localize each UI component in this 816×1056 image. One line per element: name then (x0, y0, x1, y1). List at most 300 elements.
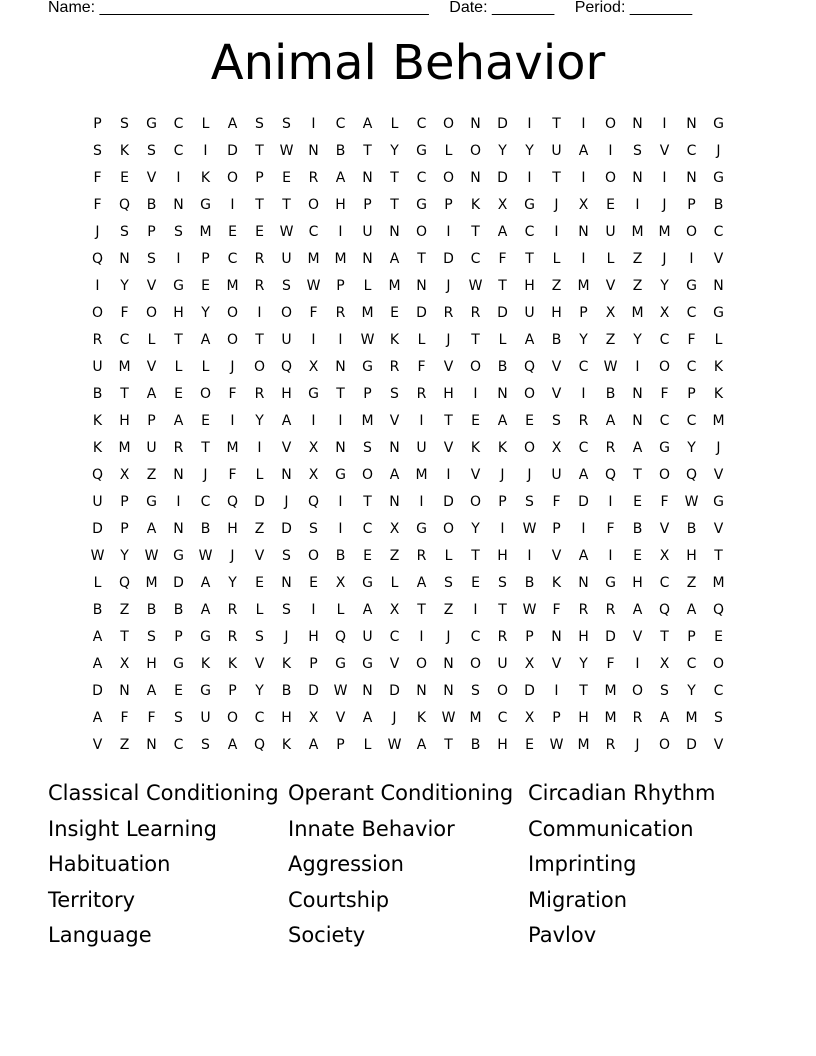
grid-letter: A (416, 575, 427, 591)
grid-letter: C (362, 521, 373, 537)
grid-letter: W (333, 683, 348, 699)
grid-letter: M (658, 224, 671, 240)
grid-letter: B (551, 332, 562, 348)
grid-letter: H (524, 278, 535, 294)
grid-letter: R (254, 278, 265, 294)
grid-letter: I (257, 440, 262, 456)
grid-letter: P (174, 629, 183, 645)
grid-letter: R (389, 359, 400, 375)
grid-letter: A (281, 413, 292, 429)
grid-letter: G (200, 629, 211, 645)
grid-letter: O (658, 737, 671, 753)
grid-letter: X (659, 656, 670, 672)
grid-letter: O (685, 224, 698, 240)
grid-letter: P (579, 305, 588, 321)
grid-letter: N (362, 683, 373, 699)
grid-letter: M (226, 278, 239, 294)
grid-letter: Q (685, 467, 698, 483)
grid-letter: A (92, 629, 103, 645)
grid-letter: W (279, 143, 294, 159)
grid-letter: N (551, 629, 562, 645)
grid-letter: D (443, 494, 454, 510)
grid-letter: S (390, 386, 399, 402)
grid-letter: E (525, 737, 534, 753)
grid-letter: B (146, 197, 157, 213)
grid-letter: Z (254, 521, 265, 537)
grid-letter: F (552, 494, 561, 510)
grid-letter: S (255, 629, 264, 645)
grid-letter: G (416, 197, 427, 213)
grid-letter: P (552, 710, 561, 726)
grid-letter: K (470, 197, 481, 213)
grid-letter: I (581, 251, 586, 267)
grid-letter: T (498, 602, 507, 618)
grid-letter: D (416, 305, 427, 321)
grid-letter: M (307, 251, 320, 267)
grid-letter: K (227, 656, 238, 672)
grid-letter: V (254, 656, 265, 672)
grid-letter: S (525, 494, 534, 510)
grid-letter: G (362, 656, 373, 672)
grid-letter: R (254, 386, 265, 402)
grid-letter: D (281, 521, 292, 537)
grid-letter: S (282, 116, 291, 132)
grid-letter: S (147, 143, 156, 159)
grid-letter: P (93, 116, 102, 132)
grid-letter: C (470, 251, 481, 267)
grid-letter: G (173, 278, 184, 294)
grid-letter: C (578, 359, 589, 375)
grid-letter: O (523, 440, 536, 456)
word-list (48, 776, 768, 954)
grid-letter: W (522, 602, 537, 618)
grid-letter: E (120, 170, 129, 186)
grid-letter: W (441, 710, 456, 726)
grid-letter: N (416, 278, 427, 294)
word-list-item: Communication (528, 816, 694, 841)
grid-letter: O (226, 305, 239, 321)
grid-letter: D (308, 683, 319, 699)
grid-letter: C (389, 629, 400, 645)
grid-letter: D (227, 143, 238, 159)
grid-letter: V (146, 278, 157, 294)
grid-letter: N (308, 143, 319, 159)
grid-letter: I (176, 251, 181, 267)
period-field: Period: _______ (574, 0, 693, 16)
grid-letter: C (335, 116, 346, 132)
grid-letter: A (173, 413, 184, 429)
grid-letter: N (119, 251, 130, 267)
grid-letter: Q (334, 629, 347, 645)
grid-letter: C (659, 575, 670, 591)
grid-letter: C (173, 143, 184, 159)
grid-letter: F (93, 170, 102, 186)
grid-letter: S (93, 143, 102, 159)
grid-letter: D (389, 683, 400, 699)
grid-letter: V (713, 251, 724, 267)
grid-letter: U (524, 305, 535, 321)
grid-letter: M (604, 683, 617, 699)
grid-letter: V (713, 467, 724, 483)
grid-letter: T (633, 467, 642, 483)
grid-letter: O (469, 494, 482, 510)
grid-letter: K (497, 440, 508, 456)
grid-letter: K (200, 656, 211, 672)
grid-letter: J (716, 143, 721, 159)
grid-letter: H (281, 386, 292, 402)
grid-letter: K (92, 413, 103, 429)
grid-letter: V (389, 413, 400, 429)
grid-letter: N (362, 170, 373, 186)
grid-letter: W (549, 737, 564, 753)
grid-letter: V (551, 386, 562, 402)
grid-letter: G (416, 521, 427, 537)
grid-letter: Y (579, 656, 588, 672)
grid-letter: G (335, 656, 346, 672)
grid-letter: O (658, 467, 671, 483)
grid-letter: N (470, 170, 481, 186)
grid-letter: I (473, 602, 478, 618)
grid-letter: L (147, 332, 156, 348)
grid-letter: E (174, 386, 183, 402)
grid-letter: I (635, 656, 640, 672)
grid-letter: P (147, 224, 156, 240)
grid-letter: N (443, 683, 454, 699)
grid-letter: G (362, 575, 373, 591)
grid-letter: T (363, 494, 372, 510)
grid-letter: M (712, 413, 725, 429)
word-list-item: Circadian Rhythm (528, 781, 716, 805)
grid-letter: Q (118, 197, 131, 213)
grid-letter: E (363, 548, 372, 564)
grid-letter: O (361, 467, 374, 483)
grid-letter: V (551, 359, 562, 375)
grid-letter: C (308, 224, 319, 240)
grid-letter: P (552, 521, 561, 537)
grid-letter: J (446, 332, 451, 348)
grid-letter: S (363, 440, 372, 456)
grid-letter: R (416, 548, 427, 564)
grid-letter: B (92, 386, 103, 402)
grid-letter: P (309, 656, 318, 672)
grid-letter: E (525, 413, 534, 429)
grid-letter: L (93, 575, 102, 591)
grid-letter: G (686, 278, 697, 294)
grid-letter: G (308, 386, 319, 402)
grid-letter: S (120, 116, 129, 132)
grid-letter: M (469, 710, 482, 726)
grid-letter: O (307, 197, 320, 213)
grid-letter: Y (255, 683, 264, 699)
grid-letter: E (201, 413, 210, 429)
grid-letter: W (360, 332, 375, 348)
grid-letter: P (120, 494, 129, 510)
grid-letter: N (173, 467, 184, 483)
grid-letter: P (498, 494, 507, 510)
grid-letter: O (496, 683, 509, 699)
grid-letter: B (92, 602, 103, 618)
grid-letter: T (120, 386, 129, 402)
grid-letter: B (200, 521, 211, 537)
grid-letter: F (552, 602, 561, 618)
grid-letter: K (200, 170, 211, 186)
grid-letter: L (363, 737, 372, 753)
grid-letter: S (147, 629, 156, 645)
grid-letter: A (605, 413, 616, 429)
grid-letter: I (230, 413, 235, 429)
grid-letter: A (497, 413, 508, 429)
grid-letter: H (443, 386, 454, 402)
grid-letter: Y (255, 413, 264, 429)
grid-letter: C (659, 332, 670, 348)
grid-letter: A (92, 656, 103, 672)
grid-letter: D (524, 683, 535, 699)
word-list-item: Language (48, 923, 152, 947)
grid-letter: I (635, 359, 640, 375)
grid-letter: F (93, 197, 102, 213)
grid-letter: U (551, 143, 562, 159)
grid-letter: X (308, 467, 319, 483)
grid-letter: U (92, 359, 103, 375)
grid-letter: A (200, 602, 211, 618)
grid-letter: F (498, 251, 507, 267)
name-field: Name: _____________________________________ (48, 0, 429, 16)
grid-letter: N (632, 116, 643, 132)
grid-letter: V (551, 656, 562, 672)
grid-letter: Q (226, 494, 239, 510)
grid-letter: K (470, 440, 481, 456)
grid-letter: O (253, 359, 266, 375)
grid-letter: W (306, 278, 321, 294)
grid-letter: A (146, 386, 157, 402)
grid-letter: O (469, 656, 482, 672)
grid-letter: K (713, 386, 724, 402)
grid-letter: V (92, 737, 103, 753)
grid-letter: V (335, 710, 346, 726)
grid-letter: A (578, 467, 589, 483)
grid-letter: L (255, 602, 264, 618)
grid-letter: J (662, 251, 667, 267)
grid-letter: A (416, 737, 427, 753)
grid-letter: V (605, 278, 616, 294)
grid-letter: I (581, 386, 586, 402)
grid-letter: C (686, 359, 697, 375)
grid-letter: W (684, 494, 699, 510)
word-list-item: Courtship (288, 887, 390, 912)
grid-letter: A (389, 467, 400, 483)
word-search-grid (84, 111, 732, 759)
date-field: Date: _______ (449, 0, 555, 16)
page-title: Animal Behavior (210, 35, 606, 91)
grid-letter: K (713, 359, 724, 375)
grid-letter: R (227, 629, 238, 645)
grid-letter: H (578, 629, 589, 645)
grid-letter: I (311, 332, 316, 348)
grid-letter: Z (551, 278, 562, 294)
grid-letter: A (335, 170, 346, 186)
grid-letter: L (363, 278, 372, 294)
grid-letter: D (497, 305, 508, 321)
grid-letter: G (713, 170, 724, 186)
grid-letter: I (95, 278, 100, 294)
grid-letter: T (525, 251, 534, 267)
grid-letter: P (336, 278, 345, 294)
grid-letter: U (416, 440, 427, 456)
grid-letter: V (470, 467, 481, 483)
grid-letter: M (388, 278, 401, 294)
grid-letter: Q (307, 494, 320, 510)
grid-letter: V (551, 548, 562, 564)
grid-letter: X (119, 656, 130, 672)
grid-letter: P (147, 413, 156, 429)
grid-letter: B (173, 602, 184, 618)
grid-letter: W (144, 548, 159, 564)
grid-letter: M (631, 305, 644, 321)
grid-letter: I (203, 143, 208, 159)
grid-letter: L (552, 251, 561, 267)
grid-letter: T (471, 548, 480, 564)
grid-letter: S (282, 602, 291, 618)
grid-letter: I (527, 548, 532, 564)
grid-letter: E (174, 683, 183, 699)
grid-letter: V (659, 143, 670, 159)
grid-letter: F (120, 710, 129, 726)
grid-letter: I (581, 521, 586, 537)
grid-letter: S (633, 143, 642, 159)
grid-letter: H (227, 521, 238, 537)
grid-letter: L (444, 548, 453, 564)
grid-letter: Q (658, 602, 671, 618)
grid-letter: J (284, 629, 289, 645)
grid-letter: Y (201, 305, 210, 321)
grid-letter: T (417, 251, 426, 267)
grid-letter: Z (605, 332, 616, 348)
grid-letter: C (416, 170, 427, 186)
grid-letter: K (416, 710, 427, 726)
grid-letter: O (442, 170, 455, 186)
grid-letter: A (200, 332, 211, 348)
grid-letter: S (471, 683, 480, 699)
grid-letter: I (608, 143, 613, 159)
grid-letter: O (631, 683, 644, 699)
grid-letter: U (362, 224, 373, 240)
grid-letter: H (578, 710, 589, 726)
grid-letter: I (635, 197, 640, 213)
grid-letter: I (230, 197, 235, 213)
grid-letter: G (713, 494, 724, 510)
grid-letter: N (632, 413, 643, 429)
word-list-item: Aggression (288, 852, 404, 876)
grid-letter: X (389, 602, 400, 618)
grid-letter: Y (633, 332, 642, 348)
grid-letter: A (146, 521, 157, 537)
grid-letter: A (578, 143, 589, 159)
grid-letter: X (308, 359, 319, 375)
grid-letter: T (201, 440, 210, 456)
grid-letter: K (389, 332, 400, 348)
grid-letter: F (660, 386, 669, 402)
grid-letter: M (577, 278, 590, 294)
grid-letter: I (338, 332, 343, 348)
grid-letter: U (551, 467, 562, 483)
grid-letter: L (417, 332, 426, 348)
grid-letter: A (200, 575, 211, 591)
grid-letter: C (686, 143, 697, 159)
grid-letter: J (716, 440, 721, 456)
grid-letter: N (389, 224, 400, 240)
grid-letter: E (255, 575, 264, 591)
grid-letter: V (659, 521, 670, 537)
grid-letter: G (524, 197, 535, 213)
grid-letter: K (281, 737, 292, 753)
grid-letter: Y (471, 521, 480, 537)
grid-letter: F (228, 386, 237, 402)
grid-letter: B (524, 575, 535, 591)
grid-letter: R (92, 332, 103, 348)
grid-letter: U (605, 224, 616, 240)
grid-letter: G (146, 494, 157, 510)
grid-letter: N (416, 683, 427, 699)
grid-letter: B (146, 602, 157, 618)
grid-letter: N (335, 440, 346, 456)
grid-letter: Y (120, 548, 129, 564)
grid-letter: I (581, 116, 586, 132)
grid-letter: J (284, 494, 289, 510)
grid-letter: C (254, 710, 265, 726)
grid-letter: D (443, 251, 454, 267)
grid-letter: P (363, 386, 372, 402)
word-list-item: Pavlov (528, 923, 597, 947)
grid-letter: I (608, 548, 613, 564)
grid-letter: I (419, 413, 424, 429)
grid-letter: P (687, 386, 696, 402)
grid-letter: F (660, 494, 669, 510)
grid-letter: L (606, 251, 615, 267)
grid-letter: F (606, 656, 615, 672)
grid-letter: B (605, 386, 616, 402)
grid-letter: J (446, 278, 451, 294)
grid-letter: B (335, 143, 346, 159)
grid-letter: F (147, 710, 156, 726)
word-list-item: Habituation (48, 852, 171, 876)
grid-letter: I (473, 386, 478, 402)
grid-letter: C (227, 251, 238, 267)
grid-letter: I (554, 683, 559, 699)
grid-letter: I (311, 602, 316, 618)
grid-letter: M (415, 467, 428, 483)
grid-letter: L (336, 602, 345, 618)
grid-letter: I (554, 224, 559, 240)
grid-letter: S (255, 116, 264, 132)
grid-letter: I (311, 413, 316, 429)
grid-letter: T (579, 683, 588, 699)
grid-letter: C (713, 224, 724, 240)
grid-letter: E (714, 629, 723, 645)
grid-letter: X (524, 656, 535, 672)
grid-letter: I (176, 494, 181, 510)
grid-letter: D (578, 494, 589, 510)
grid-letter: C (470, 629, 481, 645)
grid-letter: Q (91, 467, 104, 483)
grid-letter: R (416, 386, 427, 402)
grid-letter: B (632, 521, 643, 537)
grid-letter: A (389, 251, 400, 267)
grid-letter: O (415, 656, 428, 672)
grid-letter: S (552, 413, 561, 429)
grid-letter: H (308, 629, 319, 645)
grid-letter: T (282, 197, 291, 213)
grid-letter: H (497, 737, 508, 753)
